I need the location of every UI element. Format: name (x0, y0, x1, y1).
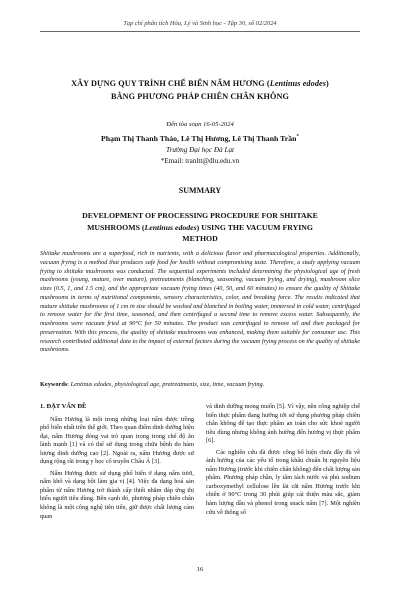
title-vi-line1-after: ) (326, 79, 329, 88)
body-paragraph: Nấm Hương là một trong những loại nấm được trồng phổ biến nhất trên thế giới. Theo quan điểm dinh dưỡng hiện đại, nấm Hương đóng vai trò quan trọng trong chế độ ăn lành mạnh [1] và có thể sử dụng trong chữa bệnh do hàm lượng dinh dưỡng cao [2]. Ngoài ra, nấm Hương được sử dụng rộng rãi trong y học cổ truyền Châu Á [3]. (40, 415, 194, 466)
title-en-line-2 (58, 222, 342, 234)
body-column-right (206, 403, 360, 517)
abstract-text: Shiitake mushrooms are a superfood, rich in nutrients, with a delicious flavor and pharmacological properties. Additionally, vacuum frying is a method that produces safe food for health without compromising taste. Therefore, a study applying vacuum frying to shiitake mushrooms was conducted. The sequential experiments included determining the physiological age of fresh mushrooms (young, mature, over mature), pretreatments (blanching, seasoning, vacuum frying, and drying), mushroom slice sizes (0.5, 1, and 1.5 cm), and the appropriate vacuum frying times (40, 50, and 60 minutes) to ensure the quality of Shiitake mushrooms in terms of nutritional components, sensory characteristics, color, and breaking force. The results indicated that mature shiitake mushrooms of 1 cm in size should be washed and blanched in boiling water, immersed in cold water, centrifuged to remove water for the first time, seasoned, and then centrifuged a second time to remove excess water. Subsequently, the mushrooms were vacuum fried at 90°C for 50 minutes. The product was centrifuged to remove oil and then packaged for preservation. With this process, the quality of shiitake mushrooms was enhanced, making them suitable for consumer use. This research contributed additional data to the impact of external factors during the vacuum frying process on the quality of shiitake mushrooms. (40, 250, 360, 354)
title-vi-line-1 (40, 78, 360, 91)
header-divider (40, 31, 360, 32)
body-paragraph: Các nghiên cứu đã được công bố hiện chưa đầy đủ về ảnh hưởng của các yếu tố trong khâu chuẩn bị nguyên liệu nấm Hương (trước khi chiên chân không) đến chất lượng sản phẩm. Phương pháp chần, ly tâm tách nước và phủ sodium carboxymethyl cellulose lên lát cắt nấm Hương trước khi chiên ở 90°C trong 30 phút giúp cải thiện màu sắc, giảm hàm lượng dầu và phenol trong snack nấm [7]. Một nghiên cứu về thông số (206, 448, 360, 516)
keywords-text: Lentinus edodes, physiological age, pretreatments, size, time, vacuum frying. (70, 381, 265, 388)
keywords-label: Keywords (40, 381, 68, 388)
title-vi-line-2: BẰNG PHƯƠNG PHÁP CHIÊN CHÂN KHÔNG (111, 91, 289, 101)
corresponding-author-mark: * (296, 134, 299, 140)
title-en-line2-before: MUSHROOMS ( (87, 222, 145, 232)
section-heading-introduction: 1. ĐẶT VẤN ĐỀ (40, 403, 87, 410)
title-english (58, 210, 342, 245)
affiliation: Trường Đại học Đà Lạt (165, 146, 235, 154)
page-number: 16 (196, 566, 204, 573)
title-en-line-3: METHOD (182, 234, 218, 244)
journal-header: Tạp chí phân tích Hóa, Lý và Sinh học - Tập 30, số 02/2024 (123, 20, 277, 27)
title-vi-species: Lentinus edodes (269, 79, 327, 88)
body-paragraph: và dinh dưỡng mong muốn [5]. Vì vậy, nền công nghiệp chế biến thực phẩm đang hướng tới sử dụng phương pháp chiên chân không để tạo thực phẩm an toàn cho sức khoẻ người tiêu dùng nhưng không ảnh hưởng đến hương vị thực phẩm [6]. (206, 403, 360, 445)
title-en-line-1: DEVELOPMENT OF PROCESSING PROCEDURE FOR SHIITAKE (82, 211, 318, 220)
contact-email: *Email: tranltt@dlu.edu.vn (160, 157, 240, 165)
title-en-line2-after: ) USING THE VACUUM FRYING (196, 222, 313, 232)
author-list (0, 134, 400, 143)
summary-heading: SUMMARY (178, 186, 222, 195)
keywords-colon: : (67, 381, 71, 388)
received-date: Đến tòa soạn 16-05-2024 (166, 121, 234, 128)
body-paragraph: Nấm Hương được sử dụng phổ biến ở dạng nấm tươi, nấm khô và dạng bột làm gia vị [4]. Việc đa dạng hoá sản phẩm từ nấm Hương trở thành cấp thiết nhằm đáp ứng thị hiếu người tiêu dùng. Bên cạnh đó, phương pháp chiên chân không là một công nghệ tiên tiến, giữ được chất lượng cảm quan (40, 469, 194, 520)
authors-names: Phạm Thị Thanh Thảo, Lê Thị Hương, Lê Thị Thanh Trần (101, 134, 297, 143)
keywords-line (40, 381, 360, 390)
body-column-left (40, 403, 194, 521)
title-en-species: Lentinus edodes (144, 222, 197, 232)
title-vietnamese (40, 78, 360, 103)
title-vi-line1-before: XÂY DỰNG QUY TRÌNH CHẾ BIẾN NẤM HƯƠNG ( (71, 79, 270, 88)
